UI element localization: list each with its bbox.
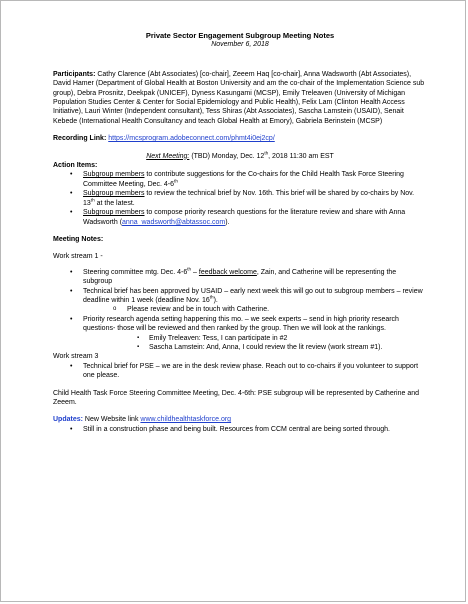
ws1-item-a-sup: th <box>187 266 192 272</box>
next-meeting-text-a: (TBD) Monday, Dec. 12 <box>189 152 265 160</box>
ws1-item-b-sup: th <box>209 294 214 300</box>
action-items-list <box>53 170 427 226</box>
participants-text: Cathy Clarence (Abt Associates) [co-chair], Zeeem Haq [co-chair], Anna Wadsworth (Abt Associates), David Hamer (Department of Global Health at Boston University and am the co-chair of the Implementation Science sub group), Debra Prosnitz, Deekpak (UNICEF), Dyness Kasungami (MCSP), Emily Treleaven (University of Michigan Population Studies Center & Center for Social Epidemiology and Public Health), Felix Lam (Clinton Health Access Initiative), Lauri Winter (Independent consultant), Tess Shiras (Abt Associates), Sascha Lamstein (USAID), Senait Kebede (International Health Consultancy and teach Global Health at Emory), Gabriela Berinstein (MCSP) <box>53 70 425 125</box>
ws1-item <box>53 268 427 287</box>
recording-line <box>53 134 427 143</box>
email-link[interactable]: anna_wadsworth@abtassoc.com <box>122 218 226 226</box>
meeting-notes-heading: Meeting Notes: <box>53 235 104 243</box>
action-items-heading: Action Items: <box>53 162 98 170</box>
work-stream-3-list <box>53 362 427 381</box>
document-title: Private Sector Engagement Subgroup Meeting Notes <box>145 31 335 40</box>
ws1-item-a3: , Zain, and Catherine will be representing the subgroup <box>83 268 397 286</box>
next-meeting-sup: th <box>264 150 269 156</box>
updates-line <box>53 415 427 424</box>
action-item-lead: Subgroup members <box>83 190 145 198</box>
website-link[interactable]: www.childhealthtaskforce.org <box>140 416 232 424</box>
action-item-text: to contribute suggestions for the Co-chairs for the Child Health Task Force Steering Committee Meeting, Dec. 4-6 <box>83 171 404 188</box>
action-item-text: to review the technical brief by Nov. 16th. This brief will be shared by co-chairs by Nov. 13 <box>83 190 415 207</box>
participants-paragraph <box>53 70 427 126</box>
ws1-item-b1: Technical brief has been approved by USAID – early next week this will go out to subgroup members – review deadline within 1 week (deadline Nov. 16 <box>83 287 423 304</box>
ws1-item-a-ul: feedback welcome <box>198 268 257 276</box>
ws1-item-b2: ). <box>213 296 218 304</box>
updates-label: Updates: <box>53 416 83 424</box>
next-meeting-text-b: , 2018 11:30 am EST <box>268 152 334 160</box>
action-item <box>53 170 427 189</box>
action-item <box>53 208 427 227</box>
ws1-item-a2: – <box>191 268 199 276</box>
ws1-subitem: o Please review and be in touch with Catherine. <box>53 305 427 314</box>
action-item-tail: ). <box>225 218 230 226</box>
action-item-sup: th <box>90 197 95 203</box>
ws1-item-a1: Steering committee mtg. Dec. 4-6 <box>83 268 188 276</box>
next-meeting-label: Next Meeting: <box>146 152 190 160</box>
updates-text: New Website link <box>82 416 141 424</box>
ws1-item: • Priority research agenda setting happening this mo. – we seek experts – send in high priority research questions- those will be reviewed and then ranked by the group. Then we will look at the rankings. <box>53 315 427 334</box>
document-date: November 6, 2018 <box>211 41 269 49</box>
participants-label: Participants: <box>53 70 96 78</box>
work-stream-1-list <box>53 268 427 353</box>
updates-item: • Still in a construction phase and being built. Resources from CCM central are being sorted through. <box>53 425 427 434</box>
recording-link[interactable]: https://mcsprogram.adobeconnect.com/phmt4i0ej2cp/ <box>108 135 275 143</box>
steering-committee-note: Child Health Task Force Steering Committee Meeting, Dec. 4-6th: PSE subgroup will be represented by Catherine and Zeeem. <box>53 389 420 406</box>
ws1-subsubitem: ▪ Emily Treleaven: Tess, I can participate in #2 <box>53 334 427 343</box>
ws1-item <box>53 287 427 306</box>
action-item-lead: Subgroup members <box>83 171 145 179</box>
work-stream-3-label: Work stream 3 <box>53 353 99 361</box>
action-item-sup: th <box>174 178 178 184</box>
next-meeting-line <box>53 152 427 161</box>
work-stream-1-label: Work stream 1 - <box>53 253 103 261</box>
action-item-text: to compose priority research questions for the literature review and share with Anna Wadsworth ( <box>83 209 406 226</box>
recording-label: Recording Link: <box>53 135 107 143</box>
ws3-item: • Technical brief for PSE – we are in the desk review phase. Reach out to co-chairs if you volunteer to support one please. <box>53 362 427 381</box>
action-item-lead: Subgroup members <box>83 209 145 217</box>
action-item-tail: at the latest. <box>94 199 135 207</box>
action-item <box>53 189 427 208</box>
updates-list <box>53 425 427 434</box>
ws1-subsubitem: ▪ Sascha Lamstein: And, Anna, I could review the lit review (work stream #1). <box>53 343 427 352</box>
